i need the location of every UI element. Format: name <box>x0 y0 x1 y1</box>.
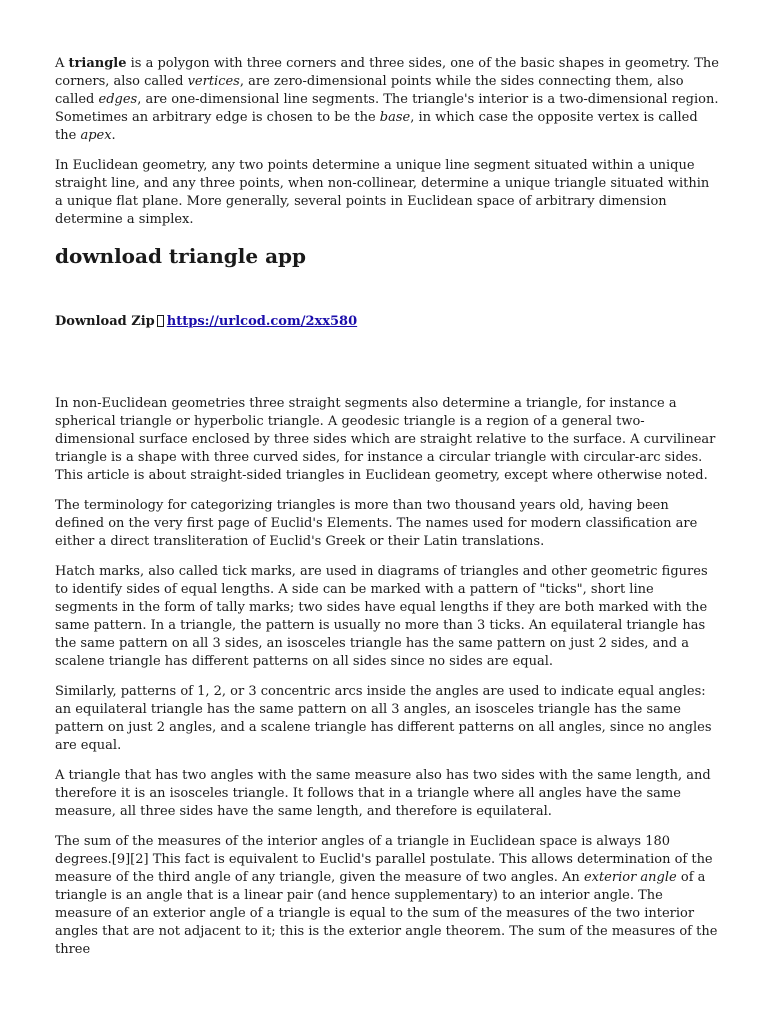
body-paragraph-2: The terminology for categorizing triangles is more than two thousand years old, having been defined on the very first page of Euclid's Elements. The names used for modern classification are either a direct transliteration of Euclid's Greek or their Latin translations. <box>55 498 698 549</box>
term-edges: edges <box>98 92 138 107</box>
body-paragraph-3: Hatch marks, also called tick marks, are used in diagrams of triangles and other geometric figures to identify sides of equal lengths. A side can be marked with a pattern of "ticks", short line segments in the form of tally marks; two sides have equal lengths if they are both marked with the same pattern. In a triangle, the pattern is usually no more than 3 ticks. An equilateral triangle has the same pattern on all 3 sides, an isosceles triangle has the same pattern on just 2 sides, and a scalene triangle has different patterns on all sides since no sides are equal. <box>55 564 708 669</box>
download-label: Download Zip <box>55 314 155 329</box>
body-paragraph-6: The sum of the measures of the interior angles of a triangle in Euclidean space is always 180 degrees.[9][2] This fact is equivalent to Euclid's parallel postulate. This allows determination of the measure of the third angle of any triangle, given the measure of two angles. An exterior angle of a triangle is an angle that is a linear pair (and hence supplementary) to an interior angle. The measure of an exterior angle of a triangle is equal to the sum of the measures of the two interior angles that are not adjacent to it; this is the exterior angle theorem. The sum of the measures of the three <box>55 834 718 957</box>
download-link[interactable]: https://urlcod.com/2xx580 <box>166 314 358 329</box>
missing-glyph-icon <box>157 315 164 327</box>
term-base: base <box>379 110 411 125</box>
intro-paragraph-1: A triangle is a polygon with three corners and three sides, one of the basic shapes in geometry. The corners, also called vertices, are zero-dimensional points while the sides connecting them, also called edges, are one-dimensional line segments. The triangle's interior is a two-dimensional region. Sometimes an arbitrary edge is chosen to be the base, in which case the opposite vertex is called the apex. <box>55 56 719 143</box>
intro-paragraph-2: In Euclidean geometry, any two points determine a unique line segment situated within a unique straight line, and any three points, when non-collinear, determine a unique triangle situated within a unique flat plane. More generally, several points in Euclidean space of arbitrary dimension determine a simplex. <box>55 158 710 227</box>
body-paragraph-5: A triangle that has two angles with the same measure also has two sides with the same length, and therefore it is an isosceles triangle. It follows that in a triangle where all angles have the same measure, all three sides have the same length, and therefore is equilateral. <box>55 768 711 819</box>
page-heading: download triangle app <box>55 244 306 268</box>
term-exterior-angle: exterior angle <box>583 870 677 885</box>
term-apex: apex <box>80 128 112 143</box>
body-paragraph-4: Similarly, patterns of 1, 2, or 3 concentric arcs inside the angles are used to indicate equal angles: an equilateral triangle has the same pattern on all 3 angles, an isosceles triangle has the same pattern on just 2 angles, and a scalene triangle has different patterns on all angles, since no angles are equal. <box>55 684 712 753</box>
document-page <box>55 55 720 959</box>
body-paragraph-1: In non-Euclidean geometries three straight segments also determine a triangle, for instance a spherical triangle or hyperbolic triangle. A geodesic triangle is a region of a general two-dimensional surface enclosed by three sides which are straight relative to the surface. A curvilinear triangle is a shape with three curved sides, for instance a circular triangle with circular-arc sides. This article is about straight-sided triangles in Euclidean geometry, except where otherwise noted. <box>55 396 716 483</box>
term-triangle: triangle <box>68 56 127 71</box>
download-line <box>55 313 720 331</box>
term-vertices: vertices <box>187 74 240 89</box>
